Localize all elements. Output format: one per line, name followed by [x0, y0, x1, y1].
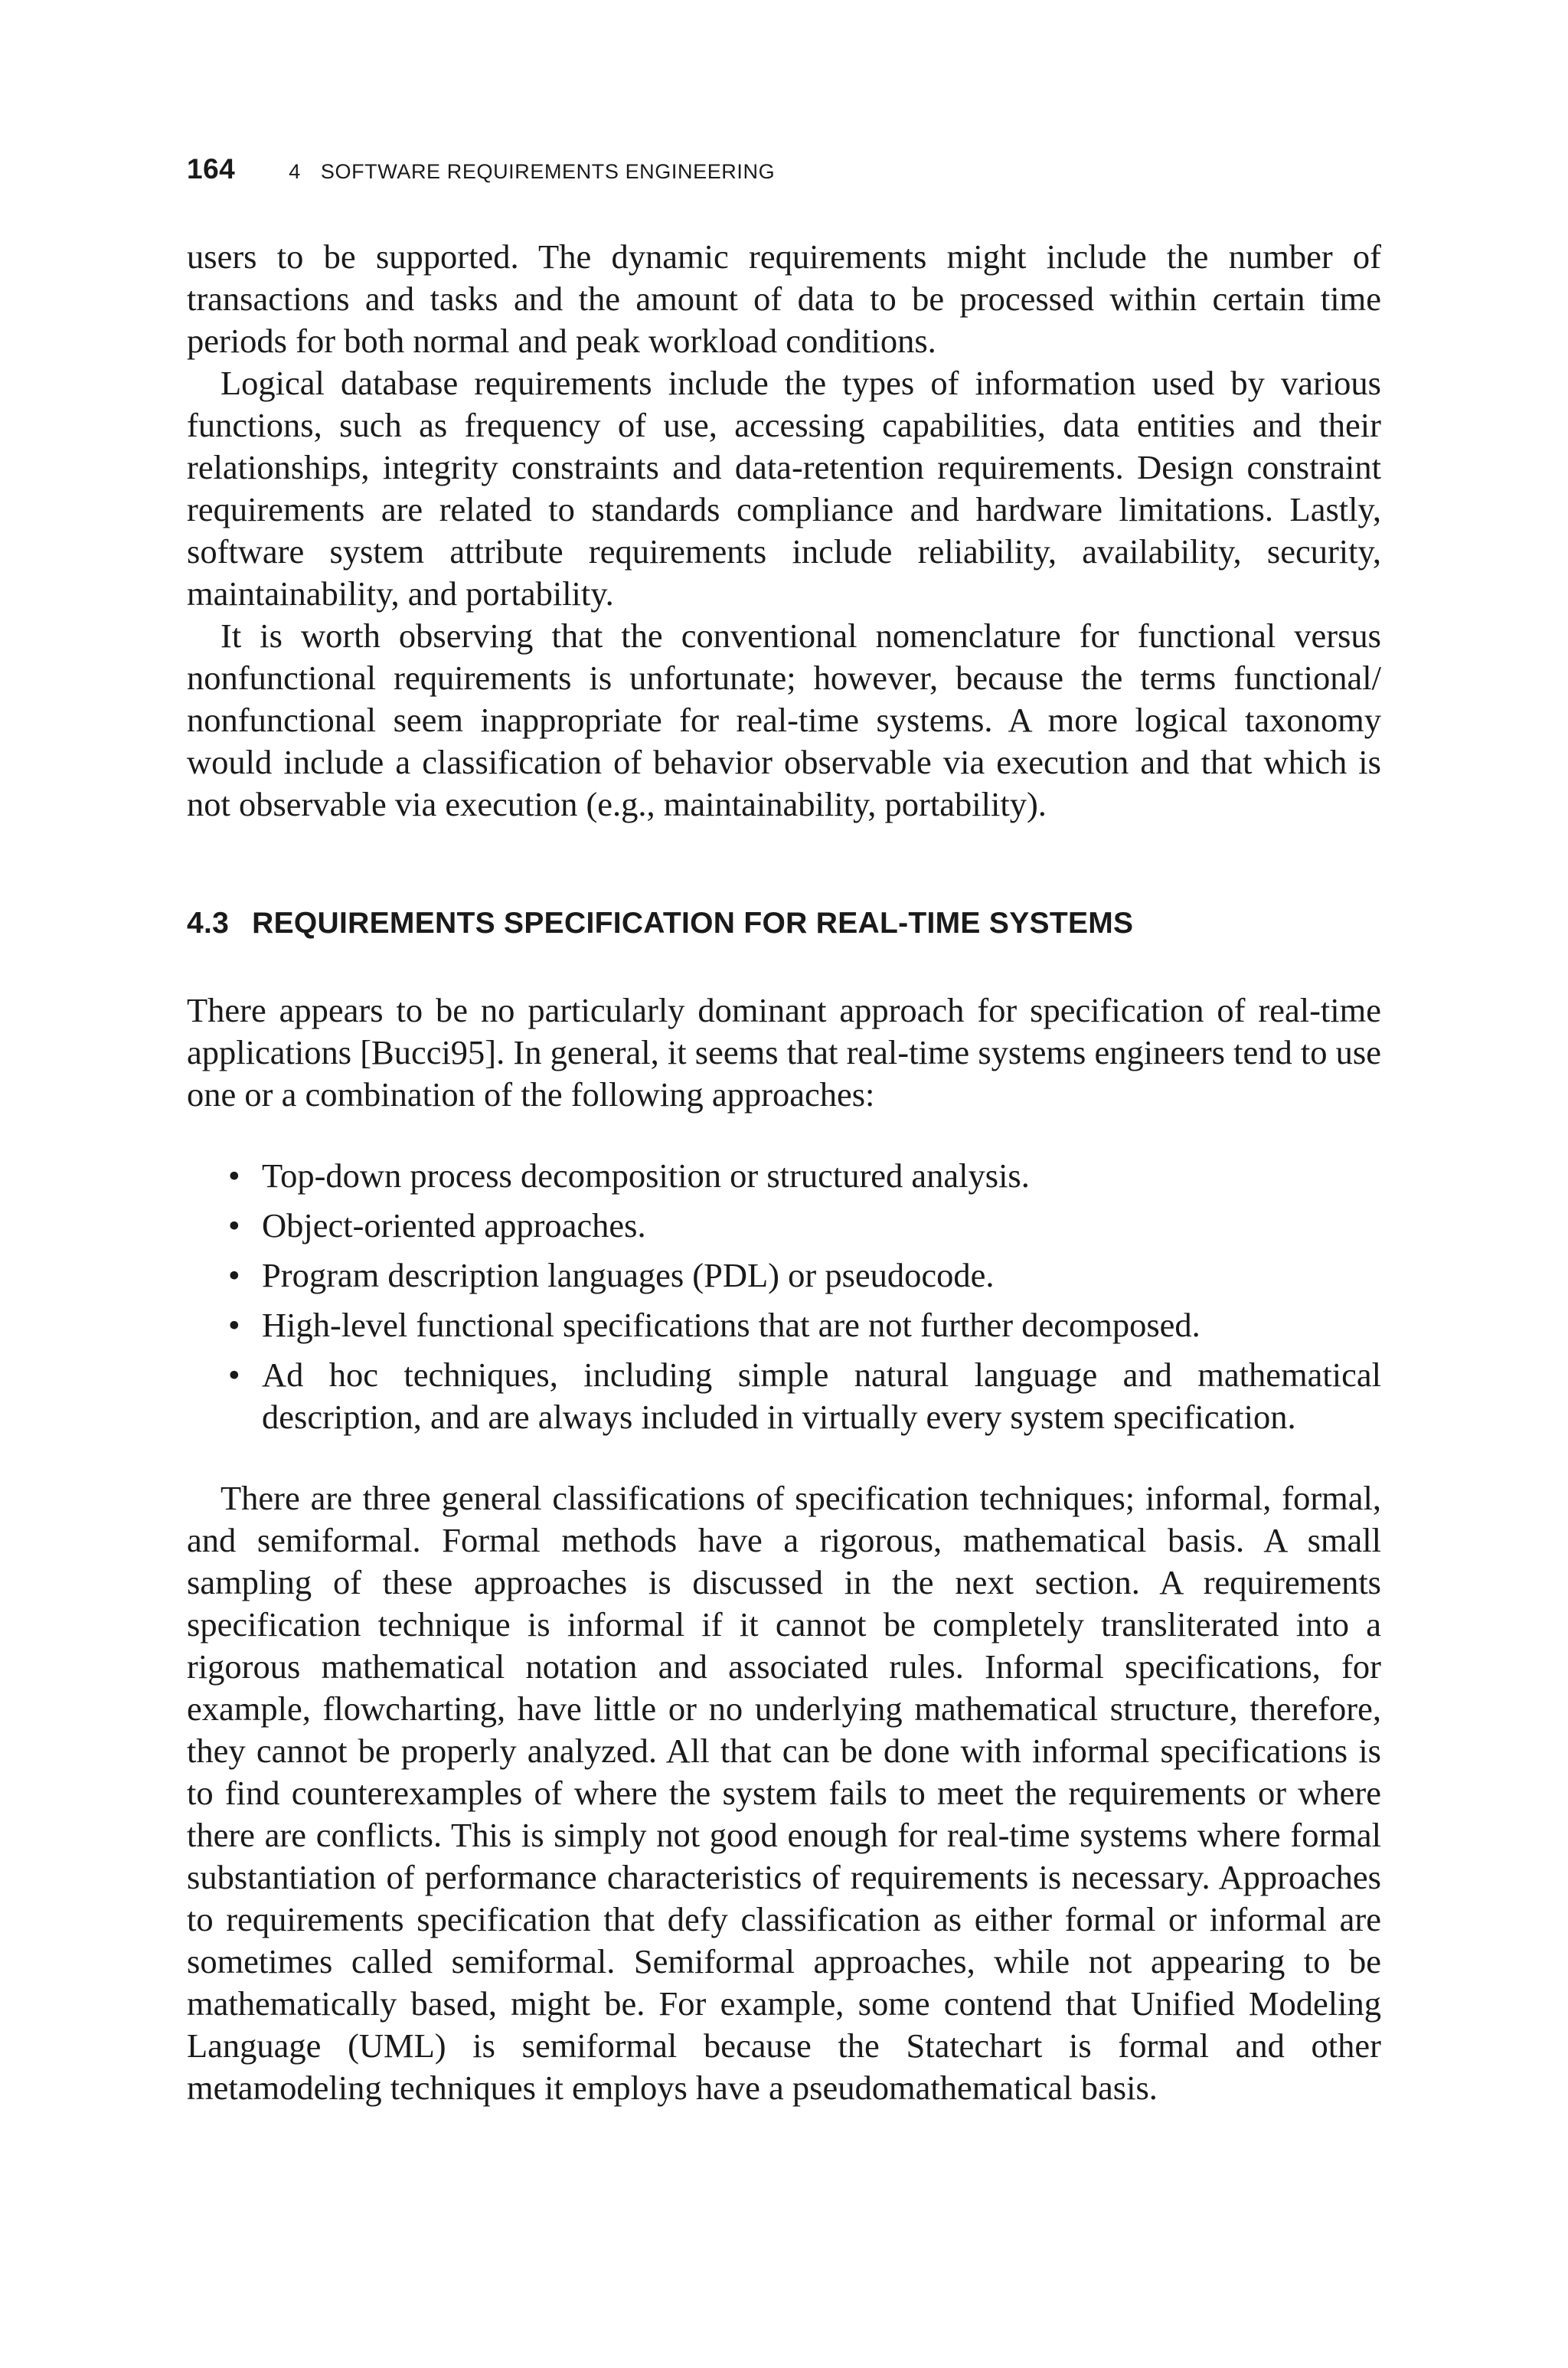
chapter-number: 4: [289, 160, 301, 183]
bullet-icon: •: [228, 1156, 240, 1195]
bullet-icon: •: [228, 1206, 240, 1245]
continued-text-block: [187, 236, 1381, 826]
bullet-icon: •: [228, 1256, 240, 1294]
paragraph-continuation: users to be supported. The dynamic requirements might include the number of transactions and tasks and the amount of data to be processed within certain time periods for both normal and peak workload conditions.: [187, 237, 1381, 360]
section-heading: [187, 907, 1381, 940]
page-number: 164: [187, 153, 236, 185]
paragraph-intro: There appears to be no particularly dominant approach for specification of real-time applications [Bucci95]. In general, it seems that real-time systems engineers tend to use one or a combination of the following approaches:: [187, 991, 1381, 1114]
section-number: 4.3: [187, 907, 230, 940]
classification-text-block: [187, 1477, 1381, 2109]
paragraph-classifications: There are three general classifications of specification techniques; informal, formal, and semiformal. Formal methods have a rigorous, mathematical basis. A small sampling of these approaches is discussed in the next section. A requirements specification technique is informal if it cannot be completely transliterated into a rigorous mathematical notation and associated rules. Informal specifications, for example, flowcharting, have little or no underlying mathematical structure, therefore, they cannot be properly analyzed. All that can be done with informal specifications is to find counterexamples of where the system fails to meet the requirements or where there are conflicts. This is simply not good enough for real-time systems where formal substantiation of performance characteristics of requirements is necessary. Approaches to requirements specification that defy classification as either formal or informal are sometimes called semiformal. Semiformal approaches, while not appearing to be mathematically based, might be. For example, some contend that Unified Modeling Language (UML) is semiformal because the Statechart is formal and other metamodeling techniques it employs have a pseudomathematical basis.: [187, 1479, 1381, 2107]
list-item-text: Top-down process decomposition or structured analysis.: [262, 1156, 1030, 1195]
list-item: [187, 1205, 1381, 1247]
bullet-icon: •: [228, 1356, 240, 1394]
chapter-title: SOFTWARE REQUIREMENTS ENGINEERING: [320, 160, 776, 183]
section-title: REQUIREMENTS SPECIFICATION FOR REAL-TIME SYSTEMS: [252, 907, 1134, 940]
list-item-text: Program description languages (PDL) or pseudocode.: [262, 1256, 995, 1294]
list-item: [187, 1254, 1381, 1297]
list-item-text: Ad hoc techniques, including simple natural language and mathematical description, and are always included in virtually every system specification.: [262, 1356, 1381, 1436]
list-item-text: High-level functional specifications that are not further decomposed.: [262, 1306, 1200, 1344]
list-item: [187, 1354, 1381, 1438]
list-item-text: Object-oriented approaches.: [262, 1206, 646, 1245]
running-head: [289, 160, 775, 184]
list-item: [187, 1304, 1381, 1346]
paragraph-logical-database: Logical database requirements include the types of information used by various functions, such as frequency of use, accessing capabilities, data entities and their relationships, integrity constraints and data-retention requirements. Design constraint requirements are related to standards compliance and hardware limitations. Lastly, software system attribute requirements include reliability, availability, security, maintainability, and portability.: [187, 364, 1381, 613]
paragraph-nomenclature: It is worth observing that the conventional nomenclature for functional versus nonfunctional requirements is unfortunate; however, because the terms functional/ nonfunctional seem inappropriate for real-time systems. A more logical taxonomy would include a classification of behavior observable via execution and that which is not observable via execution (e.g., maintainability, portability).: [187, 617, 1381, 823]
approaches-list: [187, 1155, 1381, 1446]
section-intro-block: [187, 989, 1381, 1116]
list-item: [187, 1155, 1381, 1197]
running-header: [187, 153, 1381, 191]
bullet-icon: •: [228, 1306, 240, 1344]
